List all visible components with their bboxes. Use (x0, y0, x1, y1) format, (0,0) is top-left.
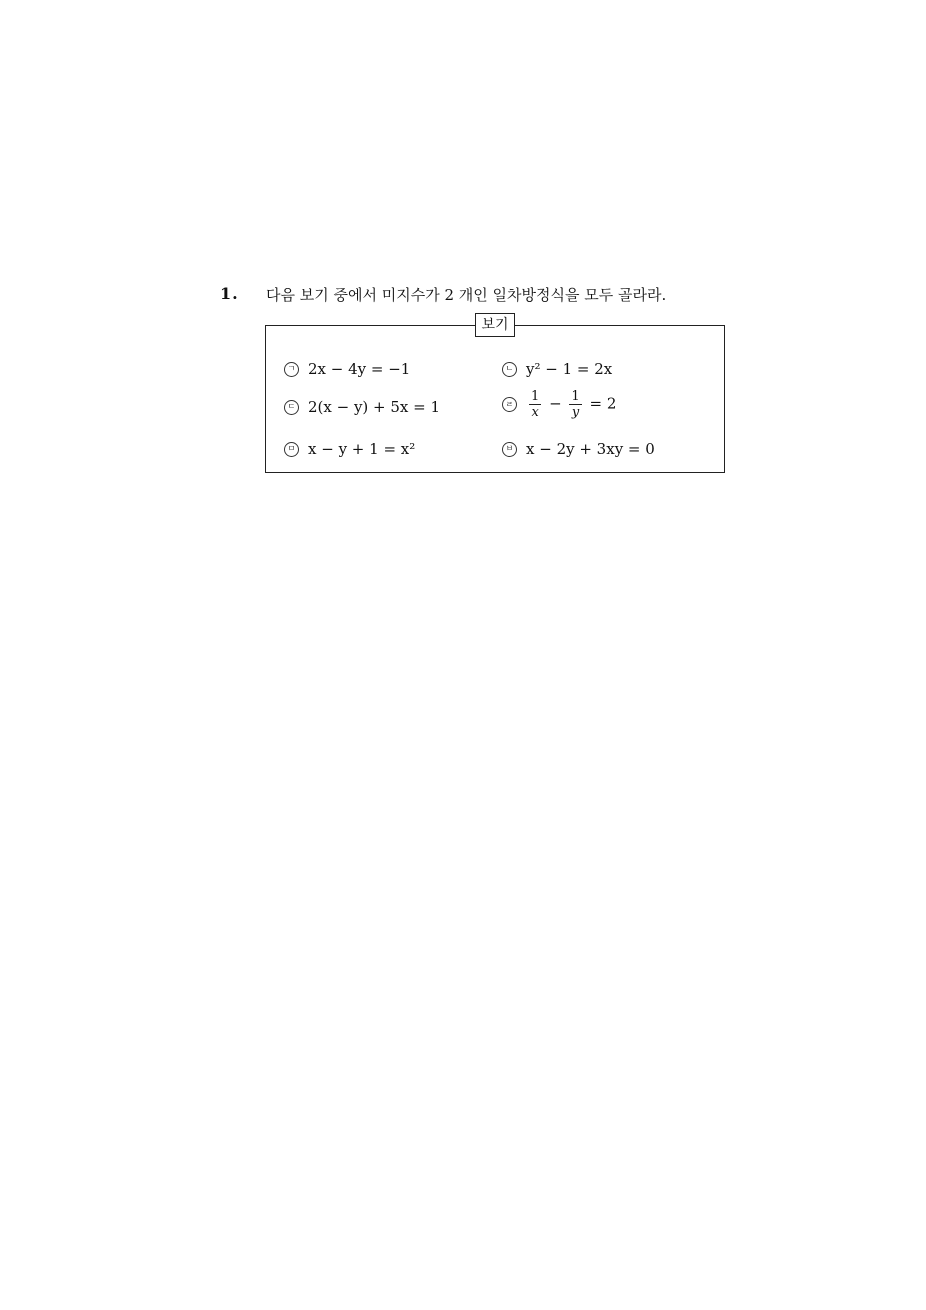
bogi-item-1 (284, 360, 410, 378)
equation: 2(x − y) + 5x = 1 (308, 398, 441, 416)
equation: y² − 1 = 2x (526, 360, 613, 378)
bogi-item-2 (502, 360, 612, 378)
denominator: y (571, 405, 580, 420)
fraction (529, 389, 541, 420)
equation: 2x − 4y = −1 (308, 360, 411, 378)
circled-marker-icon: ㅂ (502, 442, 517, 457)
bogi-item-4 (502, 389, 616, 420)
equation: x − y + 1 = x² (308, 440, 416, 458)
operator: − (549, 394, 562, 413)
equation: x − 2y + 3xy = 0 (526, 440, 655, 458)
denominator: x (531, 405, 539, 420)
numerator: 1 (571, 389, 580, 404)
circled-marker-icon: ㄱ (284, 362, 299, 377)
circled-marker-icon: ㄹ (502, 397, 517, 412)
bogi-item-6 (502, 440, 655, 458)
bogi-title: 보기 (475, 313, 515, 337)
question-text: 다음 보기 중에서 미지수가 2 개인 일차방정식을 모두 골라라. (266, 286, 667, 304)
bogi-item-5 (284, 440, 415, 458)
question-number: 1. (220, 284, 239, 303)
equation (526, 389, 616, 420)
circled-marker-icon: ㄷ (284, 400, 299, 415)
fraction (569, 389, 581, 420)
bogi-item-3 (284, 398, 440, 416)
circled-marker-icon: ㄴ (502, 362, 517, 377)
circled-marker-icon: ㅁ (284, 442, 299, 457)
rhs: = 2 (589, 394, 617, 413)
numerator: 1 (531, 389, 540, 404)
